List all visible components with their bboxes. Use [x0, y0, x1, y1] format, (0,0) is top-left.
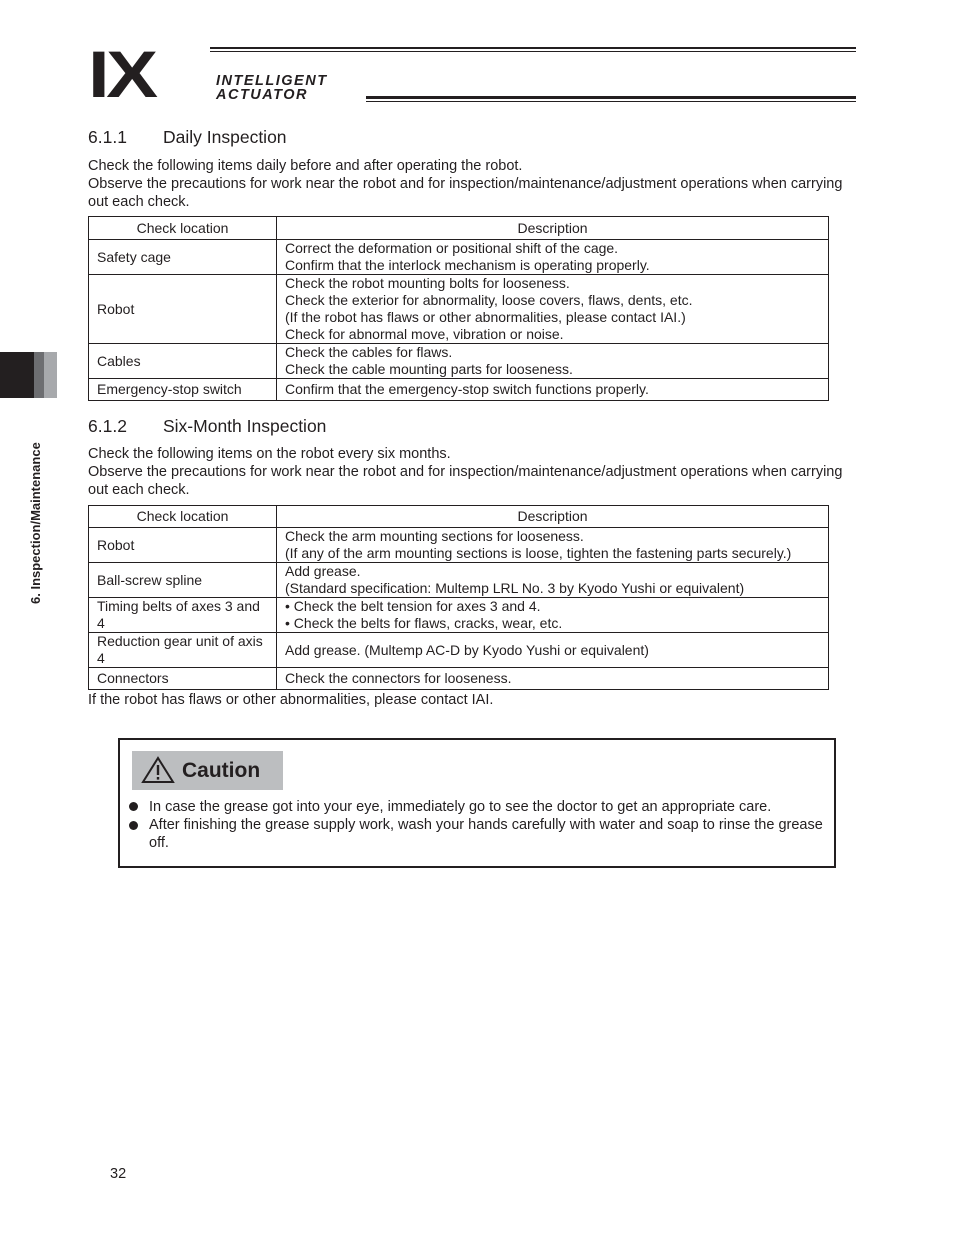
description-line: Check for abnormal move, vibration or noise. — [285, 326, 564, 342]
six-month-inspection-heading — [88, 416, 326, 437]
table-row — [89, 563, 829, 598]
six-month-intro-line2: Observe the precautions for work near the robot and for inspection/maintenance/adjustment operations when carrying out each check. — [88, 464, 843, 498]
header-rule-bottom-1 — [366, 96, 856, 99]
daily-intro — [88, 157, 848, 211]
description-cell — [277, 240, 829, 275]
daily-section-number: 6.1.1 — [88, 127, 127, 147]
description-line: Confirm that the emergency-stop switch functions properly. — [285, 381, 649, 397]
six-month-section-number: 6.1.2 — [88, 416, 127, 436]
description-line: Check the cable mounting parts for looseness. — [285, 361, 573, 377]
table-header-row — [89, 506, 829, 528]
description-line: Check the robot mounting bolts for looseness. — [285, 275, 570, 291]
description-cell — [277, 668, 829, 690]
description-cell — [277, 275, 829, 344]
column-header-description: Description — [277, 506, 829, 528]
description-line: Add grease. (Multemp AC-D by Kyodo Yushi or equivalent) — [285, 641, 649, 658]
check-location-cell: Connectors — [89, 668, 277, 690]
description-line: Confirm that the interlock mechanism is operating properly. — [285, 257, 650, 273]
table-header-row — [89, 217, 829, 240]
description-line: (Standard specification: Multemp LRL No. 3 by Kyodo Yushi or equivalent) — [285, 580, 745, 596]
section-tab-label: 6. Inspection/Maintenance — [28, 442, 43, 604]
description-line: Add grease. — [285, 563, 361, 579]
table-row — [89, 668, 829, 690]
table-row — [89, 344, 829, 379]
brand-logo-mark: IX — [88, 37, 155, 111]
check-location-cell: Robot — [89, 275, 277, 344]
check-location-cell: Reduction gear unit of axis 4 — [89, 633, 277, 668]
caution-title: Caution — [182, 759, 261, 782]
description-cell — [277, 528, 829, 563]
description-cell — [277, 344, 829, 379]
description-line: (If any of the arm mounting sections is loose, tighten the fastening parts securely.) — [285, 545, 792, 561]
six-month-intro — [88, 445, 848, 499]
table-row — [89, 379, 829, 401]
brand-logo-line1: INTELLIGENT — [216, 73, 328, 89]
section-tab-marker-dark — [0, 352, 34, 398]
column-header-check-location: Check location — [89, 217, 277, 240]
section-tab-marker-mid — [34, 352, 44, 398]
six-month-section-title: Six-Month Inspection — [163, 416, 327, 436]
description-line: Correct the deformation or positional shift of the cage. — [285, 240, 619, 256]
brand-logo-text — [216, 74, 328, 102]
table-row — [89, 275, 829, 344]
warning-triangle-icon — [141, 756, 175, 784]
daily-section-title: Daily Inspection — [163, 127, 287, 147]
header-rule-top-2 — [210, 51, 856, 52]
description-line: Check the exterior for abnormality, loose covers, flaws, dents, etc. — [285, 292, 693, 308]
description-line: • Check the belt tension for axes 3 and 4. — [285, 598, 541, 614]
caution-item: After finishing the grease supply work, wash your hands carefully with water and soap to rinse the grease off. — [149, 817, 823, 851]
daily-intro-line1: Check the following items daily before and after operating the robot. — [88, 158, 523, 174]
description-line: Check the arm mounting sections for looseness. — [285, 528, 584, 544]
six-month-intro-line1: Check the following items on the robot every six months. — [88, 446, 451, 462]
section-tab-marker-light — [44, 352, 57, 398]
description-line: • Check the belts for flaws, cracks, wear, etc. — [285, 615, 563, 631]
brand-logo-line2: ACTUATOR — [216, 87, 309, 103]
description-line: (If the robot has flaws or other abnormalities, please contact IAI.) — [285, 309, 686, 325]
six-month-footer-note: If the robot has flaws or other abnormalities, please contact IAI. — [88, 692, 494, 708]
table-row — [89, 598, 829, 633]
check-location-cell: Emergency-stop switch — [89, 379, 277, 401]
daily-inspection-table — [88, 216, 829, 401]
daily-inspection-heading — [88, 127, 287, 148]
caution-item: In case the grease got into your eye, immediately go to see the doctor to get an appropriate care. — [149, 799, 772, 815]
description-line: Check the cables for flaws. — [285, 344, 453, 360]
check-location-cell: Ball-screw spline — [89, 563, 277, 598]
column-header-description: Description — [277, 217, 829, 240]
description-cell — [277, 633, 829, 668]
table-row — [89, 633, 829, 668]
bullet-icon — [129, 821, 138, 830]
table-row — [89, 528, 829, 563]
column-header-check-location: Check location — [89, 506, 277, 528]
check-location-cell: Safety cage — [89, 240, 277, 275]
daily-intro-line2: Observe the precautions for work near the robot and for inspection/maintenance/adjustment operations when carrying out each check. — [88, 176, 843, 210]
description-cell — [277, 598, 829, 633]
description-cell — [277, 563, 829, 598]
six-month-inspection-table — [88, 505, 829, 690]
bullet-icon — [129, 802, 138, 811]
description-cell — [277, 379, 829, 401]
table-row — [89, 240, 829, 275]
description-line: Check the connectors for looseness. — [285, 670, 512, 686]
header-rule-bottom-2 — [366, 101, 856, 102]
check-location-cell: Cables — [89, 344, 277, 379]
check-location-cell: Robot — [89, 528, 277, 563]
page-number: 32 — [110, 1166, 127, 1182]
check-location-cell: Timing belts of axes 3 and 4 — [89, 598, 277, 633]
header-rule-top-1 — [210, 47, 856, 49]
